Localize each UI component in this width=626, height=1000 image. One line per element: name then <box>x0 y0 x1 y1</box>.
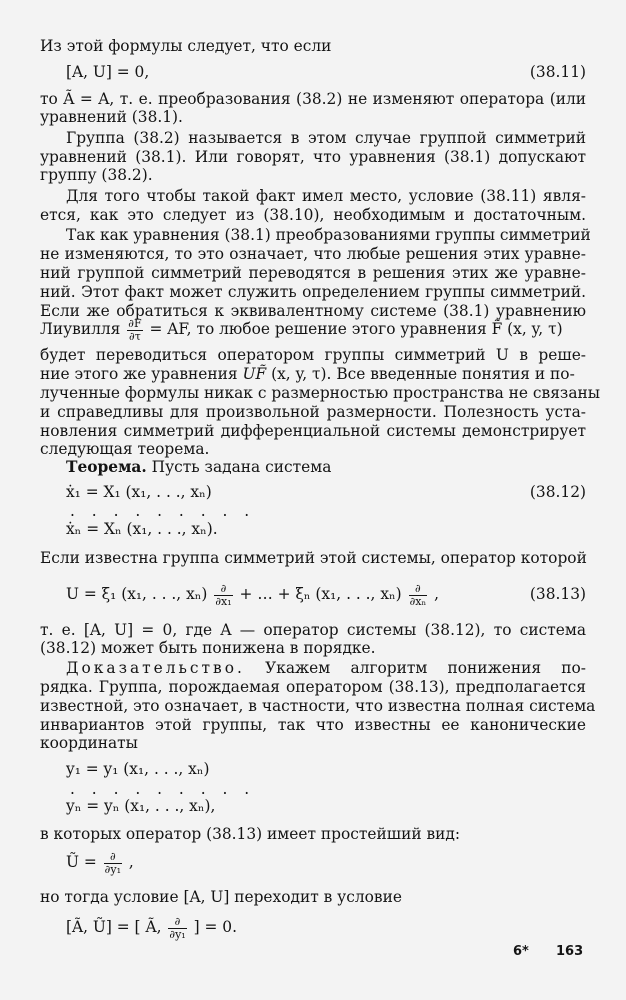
fraction-d-dy1 <box>168 916 186 941</box>
final-commutator-formula <box>66 910 237 944</box>
formula-part: + … + ξₙ (x₁, . . ., xₙ) <box>239 585 402 603</box>
liouville-tail: F̃ (x, y, τ) <box>491 320 563 338</box>
text-line: но тогда условие [A, U] переходит в условие <box>40 888 402 906</box>
text-line: лученные формулы никак с размерностью пространства не связаны <box>40 384 600 402</box>
liouville-rhs: = AF, то любое решение этого уравнения <box>149 320 487 338</box>
text-line: рядка. Группа, порождаемая оператором (38.13), предполагается <box>40 678 586 696</box>
formula-part: , <box>128 853 134 871</box>
proof-line <box>66 658 586 678</box>
text-line: Из этой формулы следует, что если <box>40 37 332 55</box>
text-line: инвариантов этой группы, так что известны ее канонические <box>40 716 586 734</box>
text-span: (x, y, τ). Все введенные понятия и по- <box>271 365 575 383</box>
text-line: уравнений (38.1). <box>40 108 183 126</box>
text-line-mixed <box>40 364 586 384</box>
fraction-d-dxn <box>409 583 428 608</box>
theorem-line <box>66 457 586 477</box>
proof-label: Доказательство. <box>66 659 245 677</box>
system-eq-1: ẋ₁ = X₁ (x₁, . . ., xₙ) <box>66 483 212 501</box>
text-line: следующая теорема. <box>40 440 210 458</box>
fraction-d-dx1 <box>214 583 232 608</box>
text-line: (38.12) может быть понижена в порядке. <box>40 639 376 657</box>
fraction-dF-dtau <box>127 318 142 343</box>
formula-part: , <box>434 585 440 603</box>
text-line: Для того чтобы такой факт имел место, условие (38.11) явля- <box>66 187 586 205</box>
text-line: то Ã = A, т. е. преобразования (38.2) не изменяют оператора (или <box>40 90 586 108</box>
page-number: 163 <box>556 944 584 959</box>
coordinate-eq-n: yₙ = yₙ (x₁, . . ., xₙ), <box>66 797 216 815</box>
text-line: не изменяются, то это означает, что любые решения этих уравне- <box>40 245 586 263</box>
text-line: известной, это означает, в частности, что известна полная система <box>40 697 596 715</box>
fraction-denominator: ∂y₁ <box>104 862 121 876</box>
text-line: в которых оператор (38.13) имеет простейший вид: <box>40 825 461 843</box>
equation-number: (38.11) <box>529 63 586 81</box>
fraction-numerator: ∂ <box>214 583 232 596</box>
formula-part: ] = 0. <box>193 918 237 936</box>
fraction-denominator: ∂τ <box>129 329 141 343</box>
formula-commutator: [A, U] = 0, <box>66 63 150 81</box>
system-eq-n: ẋₙ = Xₙ (x₁, . . ., xₙ). <box>66 520 218 538</box>
text-line: координаты <box>40 734 138 752</box>
text-line: ний. Этот факт может служить определением группы симметрий. <box>40 283 586 301</box>
text-span: ние этого же уравнения <box>40 365 238 383</box>
text-line: ний группой симметрий переводятся в решения этих же уравне- <box>40 264 586 282</box>
fraction-numerator: ∂ <box>409 583 428 596</box>
text-line: группу (38.2). <box>40 166 153 184</box>
text-line: уравнений (38.1). Или говорят, что уравнения (38.1) допускают <box>40 148 586 166</box>
fraction-denominator: ∂xₙ <box>409 594 427 608</box>
text-span: Укажем алгоритм понижения по- <box>265 659 586 677</box>
text-line: ется, как это следует из (38.10), необходимым и достаточным. <box>40 206 586 224</box>
fraction-d-dy1 <box>104 851 122 876</box>
formula-part: U = ξ₁ (x₁, . . ., xₙ) <box>66 585 208 603</box>
fraction-numerator: ∂F <box>128 316 142 330</box>
dots-row: . . . . . . . . . <box>70 780 256 798</box>
formula-inline: UF̃ <box>242 365 267 383</box>
fraction-numerator: ∂ <box>168 916 186 929</box>
text-line: новления симметрий дифференциальной системы демонстрирует <box>40 422 586 440</box>
liouville-prefix: Лиувилля <box>40 320 121 338</box>
fraction-denominator: ∂y₁ <box>169 927 186 941</box>
text-line: будет переводиться оператором группы симметрий U в реше- <box>40 346 586 364</box>
signature-mark: 6* <box>513 944 529 959</box>
fraction-numerator: ∂ <box>104 851 122 864</box>
coordinate-eq-1: y₁ = y₁ (x₁, . . ., xₙ) <box>66 760 210 778</box>
text-line: т. е. [A, U] = 0, где A — оператор системы (38.12), то система <box>40 621 586 639</box>
text-line: Так как уравнения (38.1) преобразованиями группы симметрий <box>66 226 591 244</box>
theorem-label: Теорема. <box>66 458 147 476</box>
text-line: и справедливы для произвольной размерности. Полезность уста- <box>40 403 586 421</box>
formula-part: Ũ = <box>66 853 97 871</box>
text-line: Если же обратиться к эквивалентному системе (38.1) уравнению <box>40 302 586 320</box>
equation-number: (38.12) <box>529 483 586 501</box>
operator-formula <box>66 576 439 612</box>
equation-number: (38.13) <box>529 585 586 603</box>
simple-operator-formula <box>66 845 134 879</box>
formula-part: [Ã, Ũ] = [ Ã, <box>66 918 162 936</box>
liouville-line <box>40 315 586 343</box>
dots-row: . . . . . . . . . <box>70 502 256 520</box>
text-span: Пусть задана система <box>151 458 332 476</box>
text-line: Если известна группа симметрий этой системы, оператор которой <box>40 549 587 567</box>
text-line: Группа (38.2) называется в этом случае группой симметрий <box>66 129 586 147</box>
fraction-denominator: ∂x₁ <box>215 594 232 608</box>
